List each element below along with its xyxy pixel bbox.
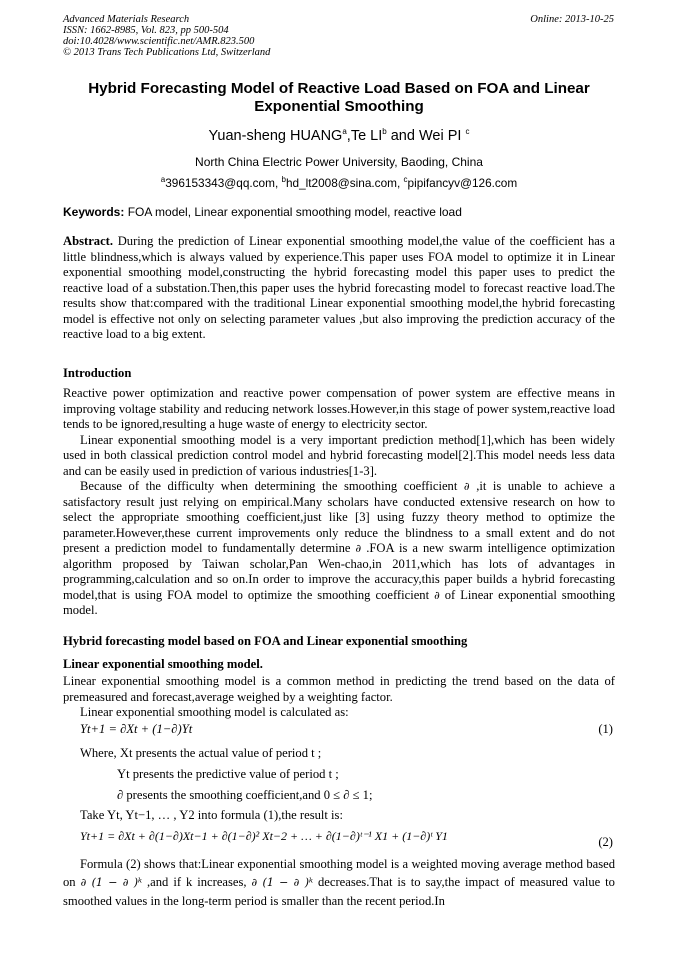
email-list bbox=[63, 176, 615, 190]
keywords-text: FOA model, Linear exponential smoothing model, reactive load bbox=[124, 205, 462, 219]
journal-issn: ISSN: 1662-8985, Vol. 823, pp 500-504 bbox=[63, 25, 229, 36]
formula-inline: ∂ (1 − ∂ )ᵏ bbox=[80, 876, 143, 889]
email: 396153343@qq.com, bbox=[165, 176, 282, 190]
paper-title: Hybrid Forecasting Model of Reactive Load Based on FOA and Linear Exponential Smoothing bbox=[88, 80, 590, 115]
text-run: .FOA is a new swarm intelligence optimization algorithm proposed by Taiwan scholar,Pan Wen-chao,in 2011,which has lots of advantages in programming,calculation and so on.In order to improve the accuracy,this paper builds a hybrid forecasting model,that is using FOA model to optimize the smoothing coefficient bbox=[63, 541, 616, 602]
intro-heading: Introduction bbox=[63, 366, 132, 380]
email-sup: b bbox=[281, 175, 286, 185]
journal-header bbox=[63, 14, 270, 58]
abstract-label: Abstract. bbox=[63, 234, 114, 248]
section-paragraph bbox=[63, 855, 615, 910]
author-sup: c bbox=[465, 127, 470, 137]
equation-2: Yt+1 = ∂Xt + ∂(1−∂)Xt−1 + ∂(1−∂)² Xt−2 + … + ∂(1−∂)ᵗ⁻¹ X1 + (1−∂)ᵗ Y1 bbox=[80, 829, 448, 843]
author-sup: a bbox=[342, 127, 347, 137]
abstract bbox=[63, 234, 615, 343]
text-run: Formula (2) shows that:Linear exponential smoothing model is a weighted moving average method based on bbox=[63, 857, 615, 889]
section-heading: Hybrid forecasting model based on FOA and Linear exponential smoothing bbox=[63, 634, 468, 648]
formula-inline: ∂ (1 − ∂ )ᵏ bbox=[251, 876, 313, 889]
text-run: Because of the difficulty when determining the smoothing coefficient bbox=[80, 479, 464, 493]
equation-number: (2) bbox=[598, 835, 613, 849]
text-run: decreases.That is to say,the impact of measured value to smoothed values in the long-term period is smaller than the recent period.In bbox=[63, 875, 615, 908]
intro-paragraph: Reactive power optimization and reactive power compensation of power system are effective means in improving voltage stability and reducing network losses.However,in this stage of power system,reactive load tends to be ignored,resulting a huge waste of energy to electricity sector. bbox=[63, 386, 615, 431]
email: hd_lt2008@sina.com, bbox=[285, 176, 404, 190]
journal-doi: doi:10.4028/www.scientific.net/AMR.823.500 bbox=[63, 36, 255, 47]
where-line: Where, Xt presents the actual value of period t ; bbox=[80, 746, 322, 760]
author-list bbox=[63, 128, 615, 144]
section-paragraph: Linear exponential smoothing model is calculated as: bbox=[80, 705, 349, 719]
section-paragraph: Linear exponential smoothing model is a common method in predicting the trend based on the data of premeasured and forecast,average weighed by a weighting factor. bbox=[63, 674, 615, 704]
subsection-heading: Linear exponential smoothing model. bbox=[63, 657, 263, 671]
affiliation: North China Electric Power University, Baoding, China bbox=[195, 155, 483, 169]
author-name: and Wei PI bbox=[386, 128, 466, 144]
intro-paragraph: Linear exponential smoothing model is a very important prediction method[1],which has been widely used in both classical prediction control model and hybrid forecasting model[2].This model needs less data and can be easily used in prediction of various industries[1-3]. bbox=[63, 432, 615, 478]
where-line: Yt presents the predictive value of period t ; bbox=[117, 767, 339, 781]
section-body-cont bbox=[63, 855, 615, 910]
journal-copyright: © 2013 Trans Tech Publications Ltd, Switzerland bbox=[63, 47, 271, 58]
email-sup: a bbox=[160, 175, 166, 185]
intro-paragraph bbox=[63, 479, 615, 619]
text-run: ,it is unable to achieve a satisfactory result just relying on empirical.Many scholars have conducted extensive research on how to select the appropriate smoothing coefficient,just like [3] using fuzzy theory method to optimize the parameter.However,these current improvements only reduce the blindness to a small extent and do not present a prediction model to fundamentally determine bbox=[63, 479, 615, 555]
equation-1: Yt+1 = ∂Xt + (1−∂)Yt bbox=[80, 722, 193, 736]
equation-number: (1) bbox=[598, 722, 613, 736]
abstract-text: During the prediction of Linear exponential smoothing model,the value of the coefficient has a little blindness,which is always valued by experience.This paper uses FOA model to optimize it in Linear exponential smoothing model,constructing the hybrid forecasting model this paper uses to predict the reactive load of a substation.Then,this paper uses the hybrid forecasting model to forecast reactive load.The results show that:compared with the traditional Linear exponential smoothing model,the hybrid forecasting model is effective not only on selecting parameter values ,but also improving the prediction accuracy of the reactive load to a big extent. bbox=[63, 234, 615, 341]
section-body bbox=[63, 674, 615, 721]
where-line: ∂ presents the smoothing coefficient,and 0 ≤ ∂ ≤ 1; bbox=[117, 788, 373, 802]
author-name: ,Te LI bbox=[346, 128, 383, 144]
take-line: Take Yt, Yt−1, … , Y2 into formula (1),the result is: bbox=[80, 808, 343, 822]
text-run: of Linear exponential smoothing model. bbox=[63, 587, 615, 617]
text-run: ,and if k increases, bbox=[142, 875, 252, 889]
email: pipifancyv@126.com bbox=[407, 176, 518, 190]
alpha-symbol: ∂ bbox=[355, 542, 362, 555]
author-sup: b bbox=[382, 127, 387, 137]
alpha-symbol: ∂ bbox=[434, 588, 440, 602]
author-name: Yuan-sheng HUANG bbox=[208, 128, 343, 144]
online-date: Online: 2013-10-25 bbox=[530, 14, 614, 25]
intro-body bbox=[63, 386, 615, 619]
journal-name: Advanced Materials Research bbox=[63, 14, 190, 25]
email-sup: c bbox=[403, 175, 408, 185]
alpha-symbol: ∂ bbox=[463, 480, 470, 493]
keywords bbox=[63, 205, 615, 219]
keywords-label: Keywords: bbox=[63, 205, 125, 219]
